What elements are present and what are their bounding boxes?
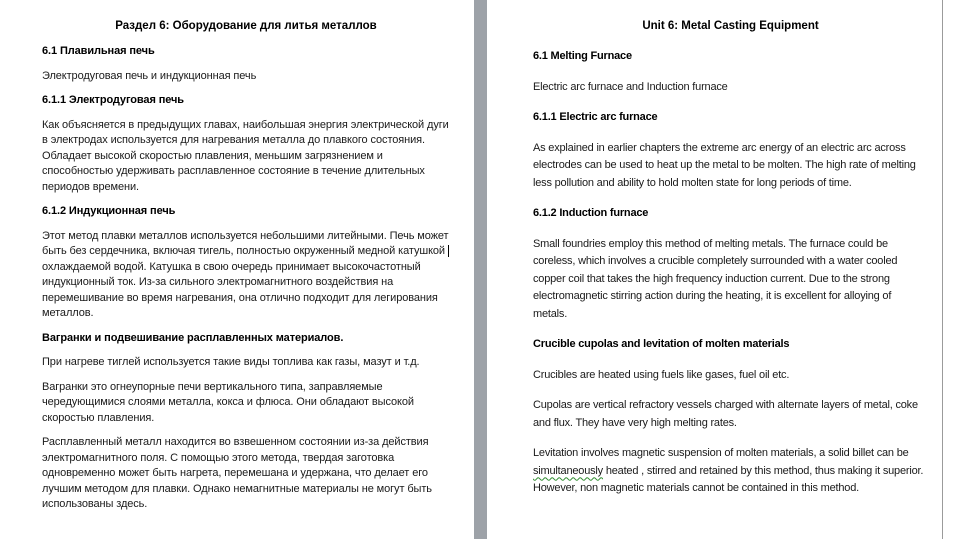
spellcheck-flagged-word: simultaneously [533, 464, 603, 477]
para-levitation-en-before: Levitation involves magnetic suspension of molten materials, a solid billet can be [533, 447, 909, 459]
heading-6-1-ru[interactable]: 6.1 Плавильная печь [42, 45, 155, 57]
para-induction-ru-after-caret: охлаждаемой водой. Катушка в свою очередь принимает высокочастотный индукционный ток. Из-за сильного электромагнитного воздействия на перемешивание во время нагревания, она отлично подходит для легирования металлов. [42, 260, 438, 319]
heading-6-1-1-ru[interactable]: 6.1.1 Электродуговая печь [42, 94, 184, 106]
para-fuel-en[interactable]: Crucibles are heated using fuels like gases, fuel oil etc. [533, 368, 790, 381]
page-right-english[interactable] [487, 0, 942, 539]
page-gutter-divider [474, 0, 487, 539]
heading-6-1-en[interactable]: 6.1 Melting Furnace [533, 50, 632, 62]
para-levitation-ru[interactable]: Расплавленный металл находится во взвешенном состоянии из-за действия электромагнитного поля. С помощью этого метода, твердая заготовка одновременно может быть нагрета, перемешана и удержана, что делает его лучшим методом для плавки. Однако немагнитные материалы не могут быть использованы здесь. [42, 436, 432, 510]
para-intro-ru[interactable]: Электродуговая печь и индукционная печь [42, 69, 257, 82]
para-cupola-ru[interactable]: Вагранки это огнеупорные печи вертикального типа, заправляемые чередующимися слоями металла, кокса и флюса. Они обладают высокой скоростью плавления. [42, 380, 414, 424]
heading-cupola-en[interactable]: Crucible cupolas and levitation of molten materials [533, 338, 790, 350]
right-margin-area [943, 0, 968, 539]
para-induction-en[interactable]: Small foundries employ this method of melting metals. The furnace could be coreless, which involves a crucible completely surrounded with a water cooled copper coil that takes the high frequency induction current. Due to the strong electromagnetic stirring action during the heating, it is excellent for alloying of metals. [533, 237, 898, 320]
heading-6-1-2-en[interactable]: 6.1.2 Induction furnace [533, 207, 649, 219]
para-induction-ru[interactable] [42, 229, 450, 322]
text-cursor [448, 245, 449, 257]
para-levitation-en-after: heated , stirred and retained by this method, thus making it superior. However, non magnetic materials cannot be contained in this method. [533, 464, 924, 494]
doc-title-english: Unit 6: Metal Casting Equipment [642, 20, 819, 32]
para-intro-en[interactable]: Electric arc furnace and Induction furnace [533, 80, 728, 93]
para-electric-arc-ru[interactable]: Как объясняется в предыдущих главах, наибольшая энергия электрической дуги в электродах используется для нагревания металла до плавкого состояния. Обладает высокой скоростью плавления, меньшим загрязнением и способностью удерживать расплавленное состояние в течение длительных периодов времени. [42, 118, 449, 193]
para-cupola-en[interactable]: Cupolas are vertical refractory vessels charged with alternate layers of metal, coke and flux. They have very high melting rates. [533, 399, 918, 429]
heading-6-1-2-ru[interactable]: 6.1.2 Индукционная печь [42, 205, 176, 217]
para-fuel-ru[interactable]: При нагреве тиглей используется такие виды топлива как газы, мазут и т.д. [42, 356, 420, 368]
doc-title-russian: Раздел 6: Оборудование для литья металлов [115, 20, 377, 32]
page-left-russian[interactable] [0, 0, 474, 539]
para-induction-ru-before-caret: Этот метод плавки металлов используется небольшими литейными. Печь может быть без сердечника, включая тигель, полностью окруженный медной катушкой [42, 229, 449, 257]
heading-cupola-ru[interactable]: Вагранки и подвешивание расплавленных материалов. [42, 331, 344, 344]
heading-6-1-1-en[interactable]: 6.1.1 Electric arc furnace [533, 111, 658, 123]
para-electric-arc-en[interactable]: As explained in earlier chapters the extreme arc energy of an electric arc across electrodes can be used to heat up the metal to be molten. The high rate of melting less pollution and ability to hold molten state for long periods of time. [533, 141, 916, 189]
para-levitation-en[interactable] [533, 445, 928, 498]
